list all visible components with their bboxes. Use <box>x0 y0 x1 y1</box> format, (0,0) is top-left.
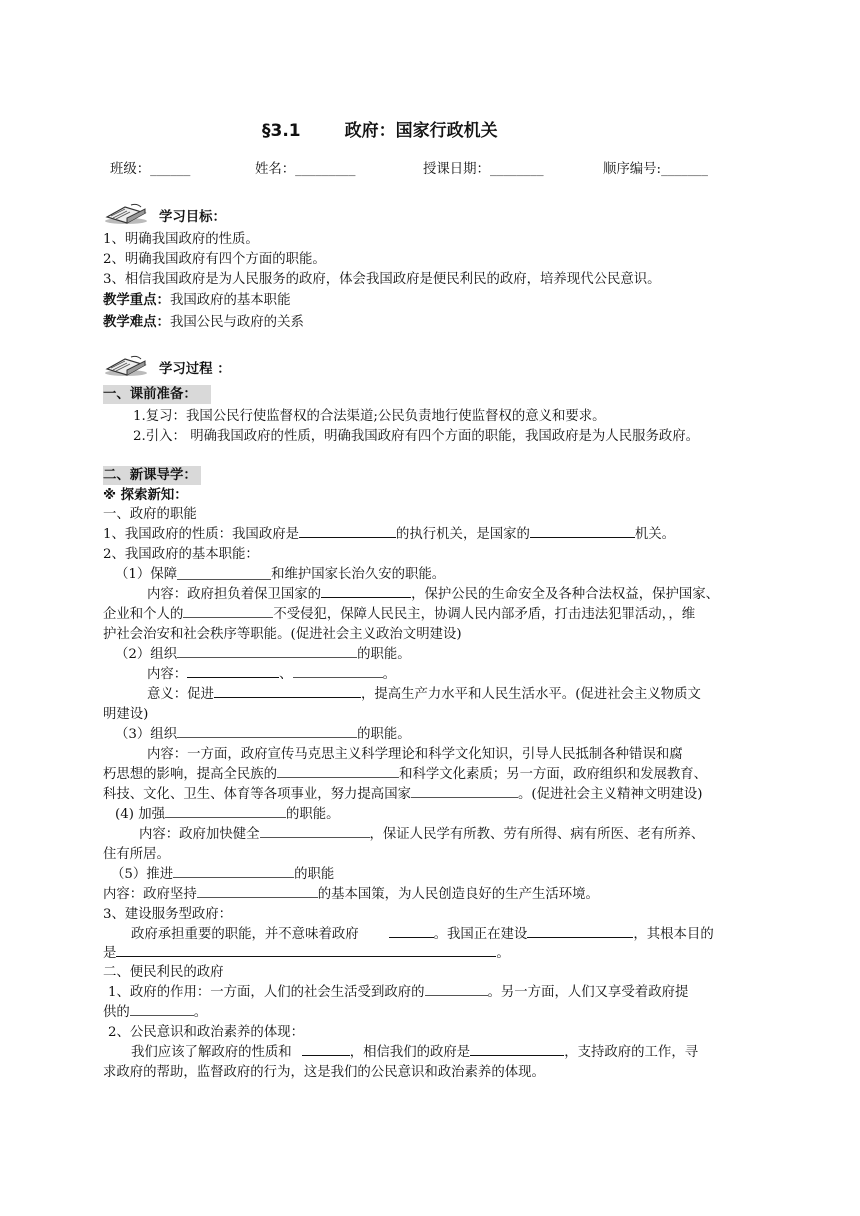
objective-item: 2、明确我国政府有四个方面的职能。 <box>103 252 326 267</box>
fill-blank[interactable] <box>530 525 635 538</box>
fill-blank[interactable] <box>177 566 271 578</box>
text-line: 内容：政府坚持 的基本国策，为人民创造良好的生产生活环境。 <box>103 887 599 902</box>
text-line: 求政府的帮助，监督政府的行为，这是我们的公民意识和政治素养的体现。 <box>103 1065 545 1080</box>
text-line: 护社会治安和社会秩序等职能。(促进社会主义政治文明建设) <box>103 627 462 642</box>
objectives-heading: 学习目标： <box>159 210 226 225</box>
text-line: 内容：政府担负着保卫国家的 ，保护公民的生命安全及各种合法权益，保护国家、 <box>147 587 720 602</box>
key-point-text: 我国政府的基本职能 <box>169 293 291 308</box>
text-line: 1、我国政府的性质：我国政府是 的执行机关，是国家的 机关。 <box>103 527 676 542</box>
text-line: 意义：促进 ，提高生产力水平和人民生活水平。(促进社会主义物质文 <box>147 687 701 702</box>
number-field: 顺序编号:_______ <box>603 162 708 177</box>
new-lesson-heading: 二、新课导学： <box>103 466 201 485</box>
text-line: 是 。 <box>103 946 510 961</box>
fill-blank[interactable] <box>277 765 399 778</box>
fill-blank[interactable] <box>425 983 488 996</box>
fill-blank[interactable] <box>116 944 496 957</box>
book-icon <box>103 353 149 377</box>
date-field: 授课日期：________ <box>423 162 544 177</box>
text-line: 住有所居。 <box>103 847 170 862</box>
fill-blank[interactable] <box>197 885 318 898</box>
fill-blank[interactable] <box>187 665 279 678</box>
section-heading: 一、政府的职能 <box>103 507 197 522</box>
process-heading: 学习过程 ： <box>159 362 231 377</box>
text-line: 2、公民意识和政治素养的体现： <box>108 1025 304 1040</box>
text-line: 内容：一方面，政府宣传马克思主义科学理论和科学文化知识，引导人民抵制各种错误和腐 <box>147 747 683 762</box>
prep-heading: 一、课前准备： <box>103 385 211 404</box>
difficulty-label: 教学难点： <box>103 315 170 330</box>
fill-blank[interactable] <box>411 785 518 798</box>
explore-heading: ※ 探索新知： <box>103 488 188 503</box>
fill-blank[interactable] <box>389 925 434 938</box>
fill-blank[interactable] <box>130 1003 194 1016</box>
prep-item: 2.引入： 明确我国政府的性质，明确我国政府有四个方面的职能，我国政府是为人民服务政府。 <box>133 429 700 444</box>
fill-blank[interactable] <box>321 585 411 598</box>
text-line: 供的 。 <box>103 1005 208 1020</box>
class-field: 班级：______ <box>110 162 191 177</box>
text-line: (4) 加强 的职能。 <box>115 807 340 822</box>
text-line: 科技、文化、卫生、体育等各项事业，努力提高国家 。(促进社会主义精神文明建设) <box>103 787 703 802</box>
text-line: 3、建设服务型政府： <box>103 907 233 922</box>
fill-blank[interactable] <box>299 525 396 538</box>
fill-blank[interactable] <box>470 1043 564 1056</box>
title-text: 政府：国家行政机关 <box>344 121 498 141</box>
text-line: 我们应该了解政府的性质和 ，相信我们的政府是 ，支持政府的工作，寻 <box>131 1045 699 1060</box>
fill-blank[interactable] <box>177 725 357 738</box>
text-line: （3）组织 的职能。 <box>115 727 411 742</box>
section-heading: 二、便民利民的政府 <box>103 965 224 980</box>
text-line: 内容：政府加快健全 ，保证人民学有所教、劳有所得、病有所医、老有所养、 <box>139 827 705 842</box>
text-line: 内容： 、 。 <box>147 667 396 682</box>
text-line: 朽思想的影响，提高全民族的 和科学文化素质；另一方面，政府组织和发展教育、 <box>103 767 708 782</box>
fill-blank[interactable] <box>527 925 633 938</box>
fill-blank[interactable] <box>183 605 273 618</box>
text-line: 1、政府的作用：一方面，人们的社会生活受到政府的 。另一方面，人们又享受着政府提 <box>108 985 689 1000</box>
book-icon <box>103 201 149 225</box>
fill-blank[interactable] <box>173 865 294 878</box>
page-title <box>262 116 498 141</box>
text-line: 政府承担重要的职能，并不意味着政府 。我国正在建设 ，其根本目的 <box>131 927 714 942</box>
text-line: （5）推进 的职能 <box>111 867 335 882</box>
text-line: （2）组织 的职能。 <box>115 647 411 662</box>
section-number: §3.1 <box>262 121 301 141</box>
fill-blank[interactable] <box>165 805 286 818</box>
key-point-label: 教学重点： <box>103 293 170 308</box>
fill-blank[interactable] <box>260 825 370 838</box>
difficulty-text: 我国公民与政府的关系 <box>169 315 304 330</box>
fill-blank[interactable] <box>302 1043 350 1056</box>
key-point <box>103 291 290 310</box>
objective-item: 3、相信我国政府是为人民服务的政府，体会我国政府是便民利民的政府，培养现代公民意识。 <box>103 272 661 287</box>
objective-item: 1、明确我国政府的性质。 <box>103 232 259 247</box>
text-line: 明建设) <box>103 707 149 722</box>
fill-blank[interactable] <box>177 645 357 658</box>
fill-blank[interactable] <box>293 665 383 678</box>
text-line: （1）保障 和维护国家长治久安的职能。 <box>115 567 446 582</box>
text-line: 2、我国政府的基本职能： <box>103 547 259 562</box>
difficulty-point <box>103 313 304 332</box>
fill-blank[interactable] <box>214 685 361 698</box>
name-field: 姓名：_________ <box>255 162 356 177</box>
text-line: 企业和个人的 不受侵犯，保障人民民主，协调人民内部矛盾，打击违法犯罪活动，，维 <box>103 607 696 622</box>
prep-item: 1.复习：我国公民行使监督权的合法渠道;公民负责地行使监督权的意义和要求。 <box>133 409 606 424</box>
